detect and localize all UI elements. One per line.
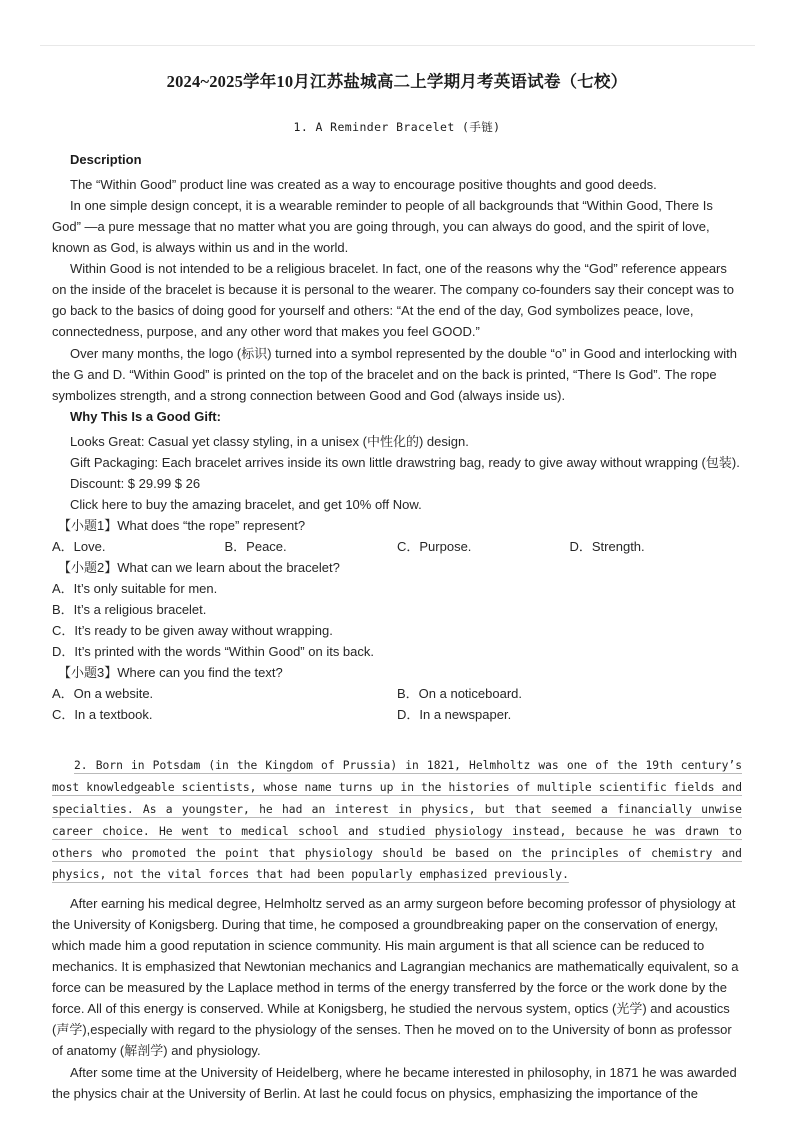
option-b[interactable]: B．It’s a religious bracelet. — [52, 602, 207, 618]
passage-2-paragraph: After some time at the University of Heidelberg, where he became interested in philosophy, in 1871 he was awarded the physics chair at the University of Berlin. At last he could focus on physics, emphasizing the importance of the — [52, 1064, 737, 1101]
question-2-option-c-row — [52, 620, 742, 641]
document-content — [52, 70, 742, 1104]
gift-line: Gift Packaging: Each bracelet arrives inside its own little drawstring bag, ready to give away without wrapping (包装). — [70, 454, 740, 470]
option-b[interactable]: B．On a noticeboard. — [397, 686, 523, 702]
description-label: Description — [70, 152, 142, 168]
question-3-options-row-2 — [52, 704, 742, 725]
question-2-stem: 【小题2】What can we learn about the bracelet? — [58, 559, 340, 575]
option-d[interactable]: D．It’s printed with the words “Within Good” on its back. — [52, 644, 374, 660]
passage-2-underlined-paragraph: 2. Born in Potsdam (in the Kingdom of Prussia) in 1821, Helmholtz was one of the 19th century’s most knowledgeable scientists, whose name turns up in the histories of multiple scientific fields and specialties. As a youngster, he had an interest in physics, but that seemed a financially unwise career choice. He went to medical school and studied physiology instead, because he was drawn to others who promoted the point that physiology should be based on the principles of chemistry and physics, not the vital forces that had been popularly emphasized previously. — [52, 759, 742, 882]
header-divider — [40, 45, 755, 46]
question-2-option-a-row — [52, 578, 742, 599]
passage-1-paragraph: In one simple design concept, it is a wearable reminder to people of all backgrounds that “Within Good, There Is God” —a pure message that no matter what you are going through, you can always do good, and the spirit of love, known as God, is always within us and in the world. — [52, 198, 713, 256]
paragraph-spacer — [52, 886, 742, 893]
question-1-stem: 【小题1】What does “the rope” represent? — [58, 517, 306, 533]
passage-1-paragraph: Within Good is not intended to be a religious bracelet. In fact, one of the reasons why the “God” reference appears on the inside of the bracelet is because it is personal to the wearer. The company co-founders say their concept was to go back to the basics of doing good for yourself and others: “At the end of the day, God symbolizes peace, love, connectedness, purpose, and any other word that makes you feel GOOD.” — [52, 261, 734, 340]
option-a[interactable]: A．On a website. — [52, 686, 154, 702]
option-a[interactable]: A．Love. — [52, 538, 106, 554]
question-3-options-row-1 — [52, 683, 742, 704]
option-c[interactable]: C．It’s ready to be given away without wrapping. — [52, 623, 333, 639]
option-b[interactable]: B．Peace. — [224, 538, 287, 554]
passage-2-paragraph: After earning his medical degree, Helmholtz served as an army surgeon before becoming professor of physiology at the University of Konigsberg. During that time, he composed a groundbreaking paper on the conservation of energy, which made him a good reputation in science community. His main argument is that all science can be reduced to mechanics. It is emphasized that Newtonian mechanics and Lagrangian mechanics are mathematically equivalent, so a force can be measured by the Laplace method in terms of the energy transferred by the force or the work done by the force. All of this energy is conserved. While at Konigsberg, he studied the nervous system, optics (光学) and acoustics (声学),especially with regard to the physiology of the senses. Then he moved on to the University of bonn as professor of anatomy (解剖学) and physiology. — [52, 896, 739, 1059]
option-d[interactable]: D．Strength. — [569, 538, 645, 554]
gift-section-label: Why This Is a Good Gift: — [70, 408, 221, 424]
discount-line: Discount: $ 29.99 $ 26 — [70, 475, 201, 491]
option-c[interactable]: C．In a textbook. — [52, 707, 153, 723]
buy-link-line[interactable]: Click here to buy the amazing bracelet, and get 10% off Now. — [70, 496, 422, 512]
question-2-option-d-row — [52, 641, 742, 662]
passage-1-paragraph: The “Within Good” product line was created as a way to encourage positive thoughts and good deeds. — [70, 177, 657, 193]
passage-1-heading: 1. A Reminder Bracelet (手链) — [293, 120, 501, 135]
question-2-option-b-row — [52, 599, 742, 620]
gift-line: Looks Great: Casual yet classy styling, in a unisex (中性化的) design. — [70, 433, 469, 449]
section-spacer — [52, 725, 742, 755]
page-title: 2024~2025学年10月江苏盐城高二上学期月考英语试卷（七校） — [166, 72, 628, 91]
question-1-options — [52, 536, 742, 557]
option-a[interactable]: A．It’s only suitable for men. — [52, 581, 218, 597]
question-3-stem: 【小题3】Where can you find the text? — [58, 665, 283, 681]
passage-1-paragraph: Over many months, the logo (标识) turned into a symbol represented by the double “o” in Good and interlocking with the G and D. “Within Good” is printed on the top of the bracelet and on the back is printed, “There Is God”. The rope symbolizes strength, and a strong connection between Good and God (always inside us). — [52, 345, 737, 403]
option-c[interactable]: C．Purpose. — [397, 538, 472, 554]
option-d[interactable]: D．In a newspaper. — [397, 707, 512, 723]
